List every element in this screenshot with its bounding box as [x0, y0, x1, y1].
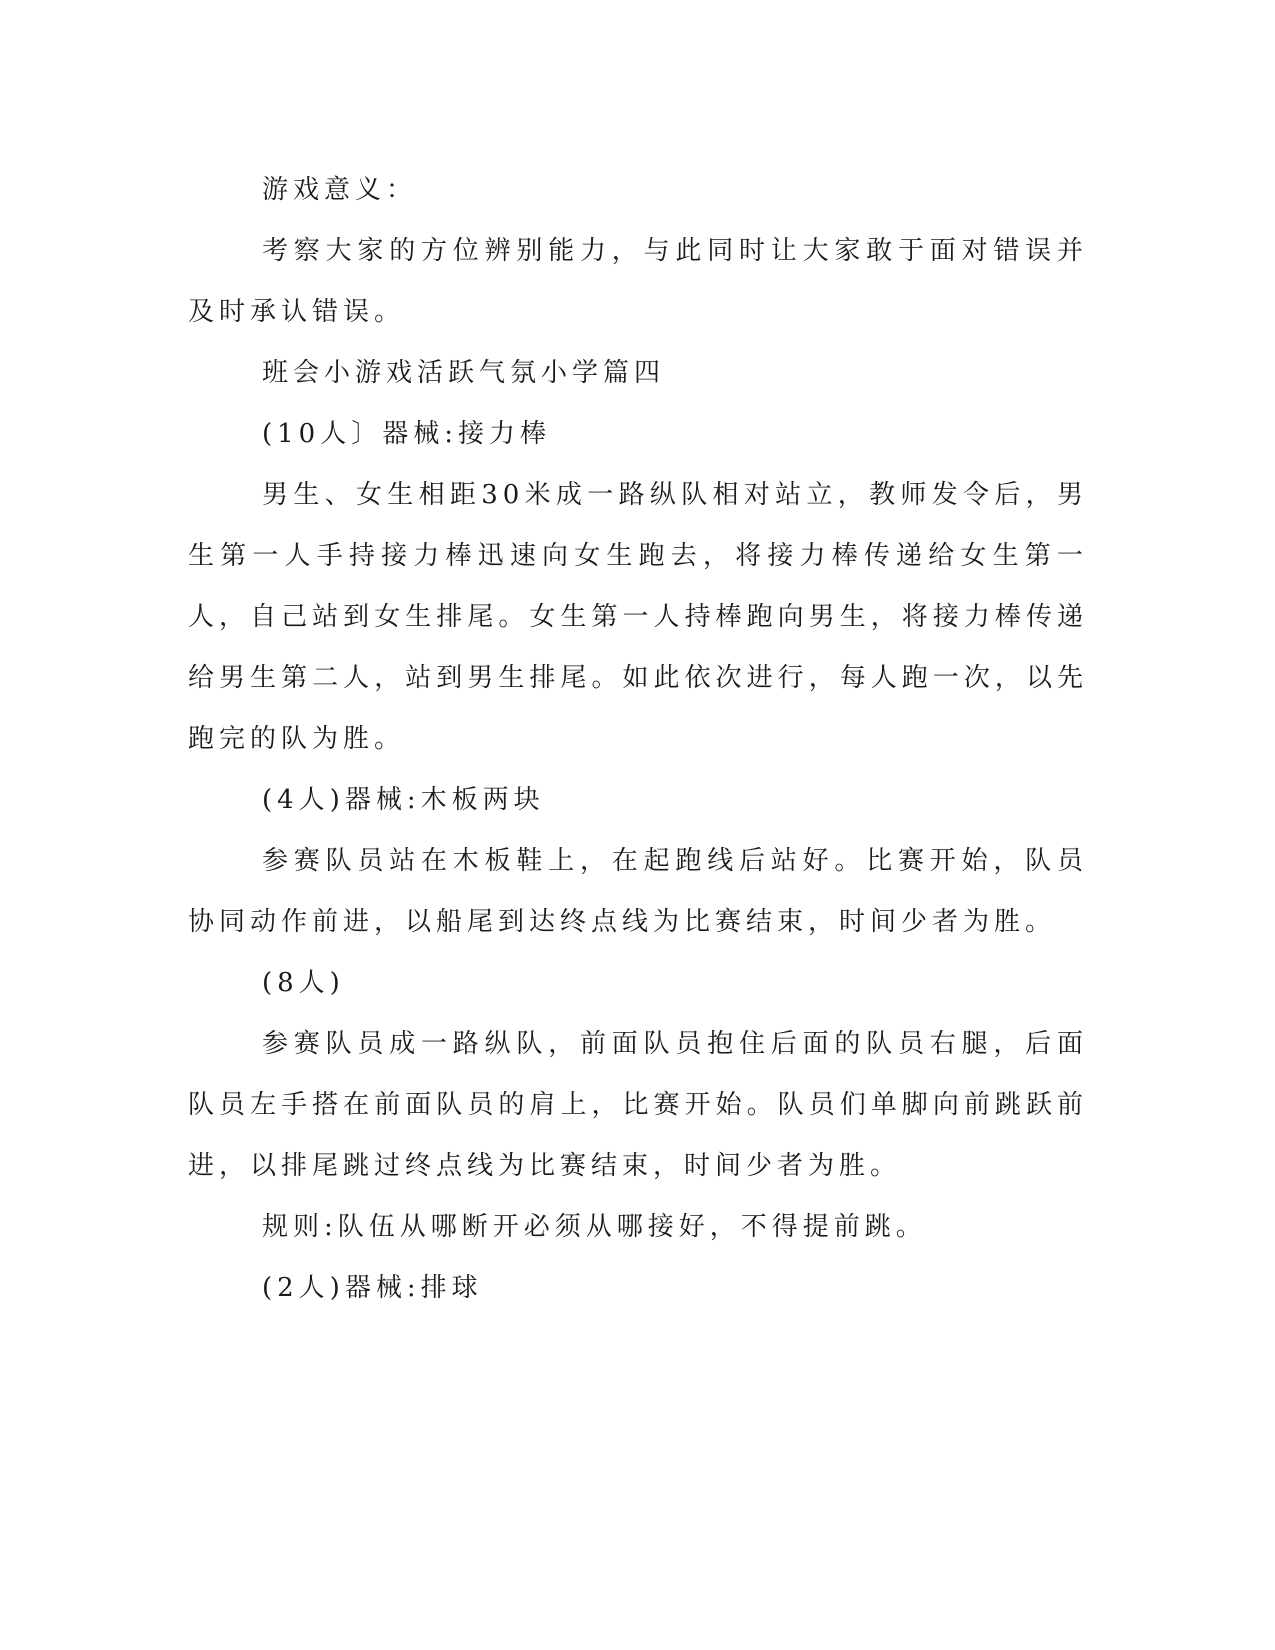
paragraph-relay-rules: 男生、女生相距30米成一路纵队相对站立，教师发令后，男生第一人手持接力棒迅速向女生跑去，将接力棒传递给女生第一人，自己站到女生排尾。女生第一人持棒跑向男生，将接力棒传递给男生第二人，站到男生排尾。如此依次进行，每人跑一次，以先跑完的队为胜。	[188, 480, 1088, 754]
paragraph-volleyball-equipment: (2人)器械:排球	[262, 1273, 483, 1303]
paragraph-relay-equipment: (10人〕器械:接力棒	[262, 419, 551, 449]
paragraph-game-meaning-heading: 游戏意义：	[262, 175, 418, 205]
paragraph-board-rules: 参赛队员站在木板鞋上，在起跑线后站好。比赛开始，队员协同动作前进，以船尾到达终点线为比赛结束，时间少者为胜。	[188, 846, 1088, 937]
section-heading-part-four: 班会小游戏活跃气氛小学篇四	[262, 358, 666, 388]
document-body	[188, 160, 1088, 1319]
paragraph-game-meaning: 考察大家的方位辨别能力，与此同时让大家敢于面对错误并及时承认错误。	[188, 236, 1088, 327]
paragraph-hop-rules: 参赛队员成一路纵队，前面队员抱住后面的队员右腿，后面队员左手搭在前面队员的肩上，比赛开始。队员们单脚向前跳跃前进，以排尾跳过终点线为比赛结束，时间少者为胜。	[188, 1029, 1088, 1181]
paragraph-board-equipment: (4人)器械:木板两块	[262, 785, 545, 815]
paragraph-hop-team: (8人)	[262, 968, 345, 998]
paragraph-hop-regulation: 规则:队伍从哪断开必须从哪接好，不得提前跳。	[262, 1212, 927, 1242]
